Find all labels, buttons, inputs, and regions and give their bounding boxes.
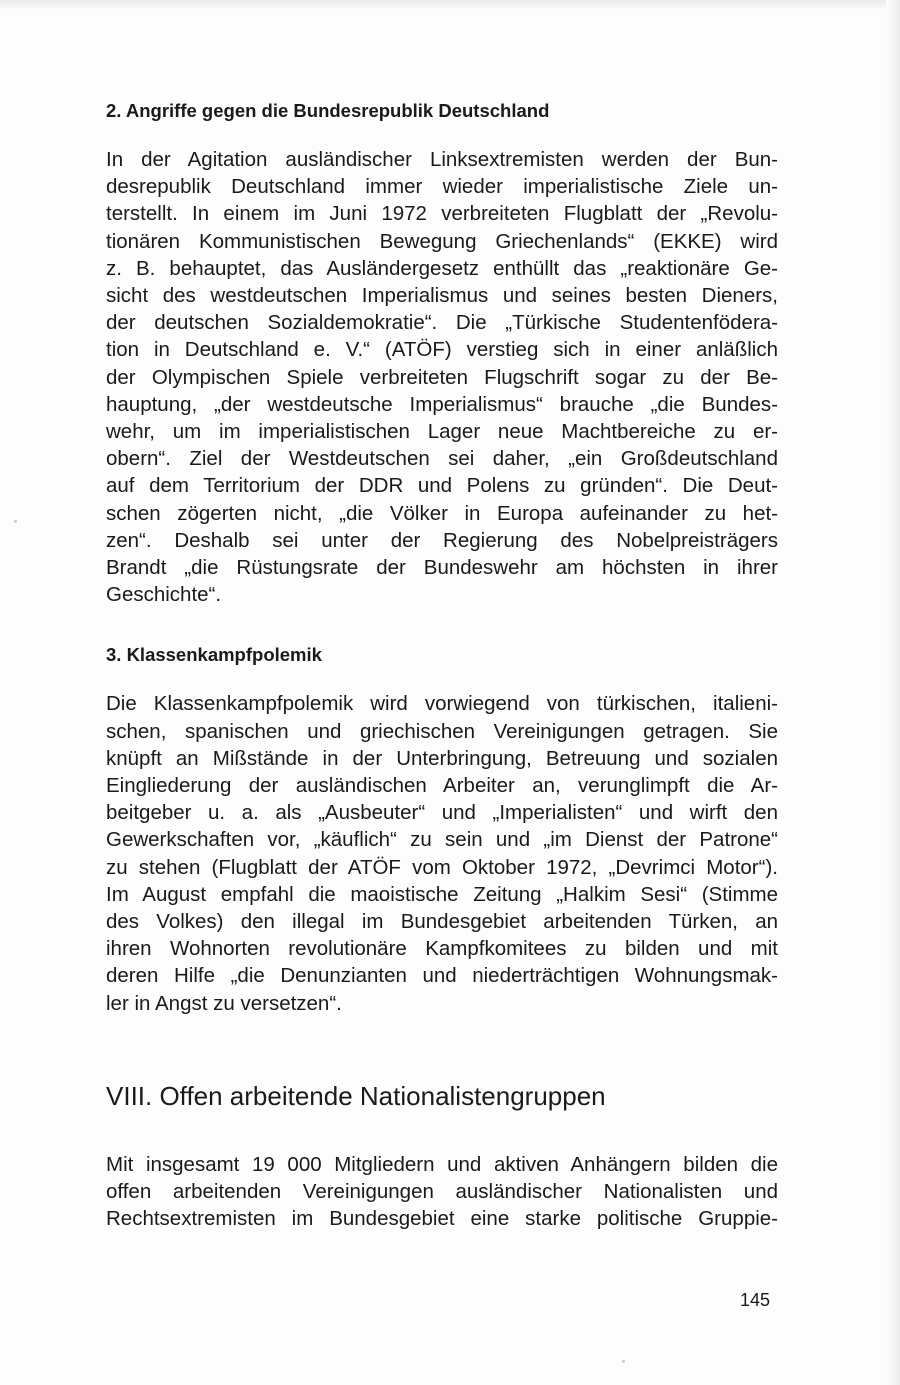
text-line: offen arbeitenden Vereinigungen ausländischer Nationalisten und	[106, 1180, 778, 1204]
text-line: obern“. Ziel der Westdeutschen sei daher, „ein Großdeutschland	[106, 447, 778, 471]
text-line: sicht des westdeutschen Imperialismus und seines besten Dieners,	[106, 284, 778, 308]
paper-speck	[14, 520, 17, 523]
text-line: auf dem Territorium der DDR und Polens zu gründen“. Die Deut-	[106, 474, 778, 498]
text-line: Brandt „die Rüstungsrate der Bundeswehr am höchsten in ihrer	[106, 556, 778, 580]
text-line: wehr, um im imperialistischen Lager neue Machtbereiche zu er-	[106, 420, 778, 444]
text-line: Geschichte“.	[106, 583, 222, 607]
text-line: Mit insgesamt 19 000 Mitgliedern und aktiven Anhängern bilden die	[106, 1152, 778, 1176]
section-paragraph-class-struggle	[106, 690, 778, 1016]
page-right-edge	[886, 0, 900, 1385]
page-content	[106, 98, 778, 1233]
text-line: der Olympischen Spiele verbreiteten Flugschrift sogar zu der Be-	[106, 365, 778, 389]
text-line: schen, spanischen und griechischen Vereinigungen getragen. Sie	[106, 719, 778, 743]
text-line: schen zögerten nicht, „die Völker in Europa aufeinander zu het-	[106, 501, 778, 525]
text-line: z. B. behauptet, das Ausländergesetz enthüllt das „reaktionäre Ge-	[106, 256, 778, 280]
text-line: ler in Angst zu versetzen“.	[106, 991, 342, 1015]
text-line: Die Klassenkampfpolemik wird vorwiegend von türkischen, italieni-	[106, 692, 778, 716]
text-line: hauptung, „der westdeutsche Imperialismus“ brauche „die Bundes-	[106, 392, 778, 416]
text-line: In der Agitation ausländischer Linksextremisten werden der Bun-	[106, 148, 778, 171]
paper-speck	[622, 1360, 625, 1363]
section-heading-class-struggle: 3. Klassenkampfpolemik	[106, 644, 322, 666]
text-line: zu stehen (Flugblatt der ATÖF vom Oktober 1972, „Devrimci Motor“).	[106, 855, 778, 879]
text-line: zen“. Deshalb sei unter der Regierung des Nobelpreisträgers	[106, 528, 778, 552]
text-line: terstellt. In einem im Juni 1972 verbreiteten Flugblatt der „Revolu-	[106, 202, 778, 226]
text-line: tion in Deutschland e. V.“ (ATÖF) verstieg sich in einer anläßlich	[106, 338, 778, 362]
text-line: knüpft an Mißstände in der Unterbringung, Betreuung und sozialen	[106, 746, 778, 770]
chapter-paragraph-nationalist-groups	[106, 1151, 778, 1233]
page-number: 145	[740, 1290, 771, 1310]
text-line: beitgeber u. a. als „Ausbeuter“ und „Imperialisten“ und wirft den	[106, 801, 778, 825]
text-line: deren Hilfe „die Denunzianten und niederträchtigen Wohnungsmak-	[106, 964, 778, 988]
text-line: tionären Kommunistischen Bewegung Griechenlands“ (EKKE) wird	[106, 229, 778, 253]
text-line: Im August empfahl die maoistische Zeitung „Halkim Sesi“ (Stimme	[106, 882, 778, 906]
section-heading-attacks: 2. Angriffe gegen die Bundesrepublik Deutschland	[106, 100, 550, 121]
chapter-heading-nationalist-groups: VIII. Offen arbeitende Nationalistengruppen	[106, 1080, 606, 1111]
text-line: Eingliederung der ausländischen Arbeiter an, verunglimpft die Ar-	[106, 774, 778, 798]
section-paragraph-attacks	[106, 146, 778, 608]
text-line: Rechtsextremisten im Bundesgebiet eine starke politische Gruppie-	[106, 1207, 778, 1231]
text-line: desrepublik Deutschland immer wieder imperialistische Ziele un-	[106, 175, 778, 199]
page-top-edge	[0, 0, 900, 10]
text-line: Gewerkschaften vor, „käuflich“ zu sein und „im Dienst der Patrone“	[106, 828, 778, 852]
text-line: ihren Wohnorten revolutionäre Kampfkomitees zu bilden und mit	[106, 937, 778, 961]
text-line: der deutschen Sozialdemokratie“. Die „Türkische Studentenfödera-	[106, 311, 778, 335]
text-line: des Volkes) den illegal im Bundesgebiet arbeitenden Türken, an	[106, 910, 778, 934]
